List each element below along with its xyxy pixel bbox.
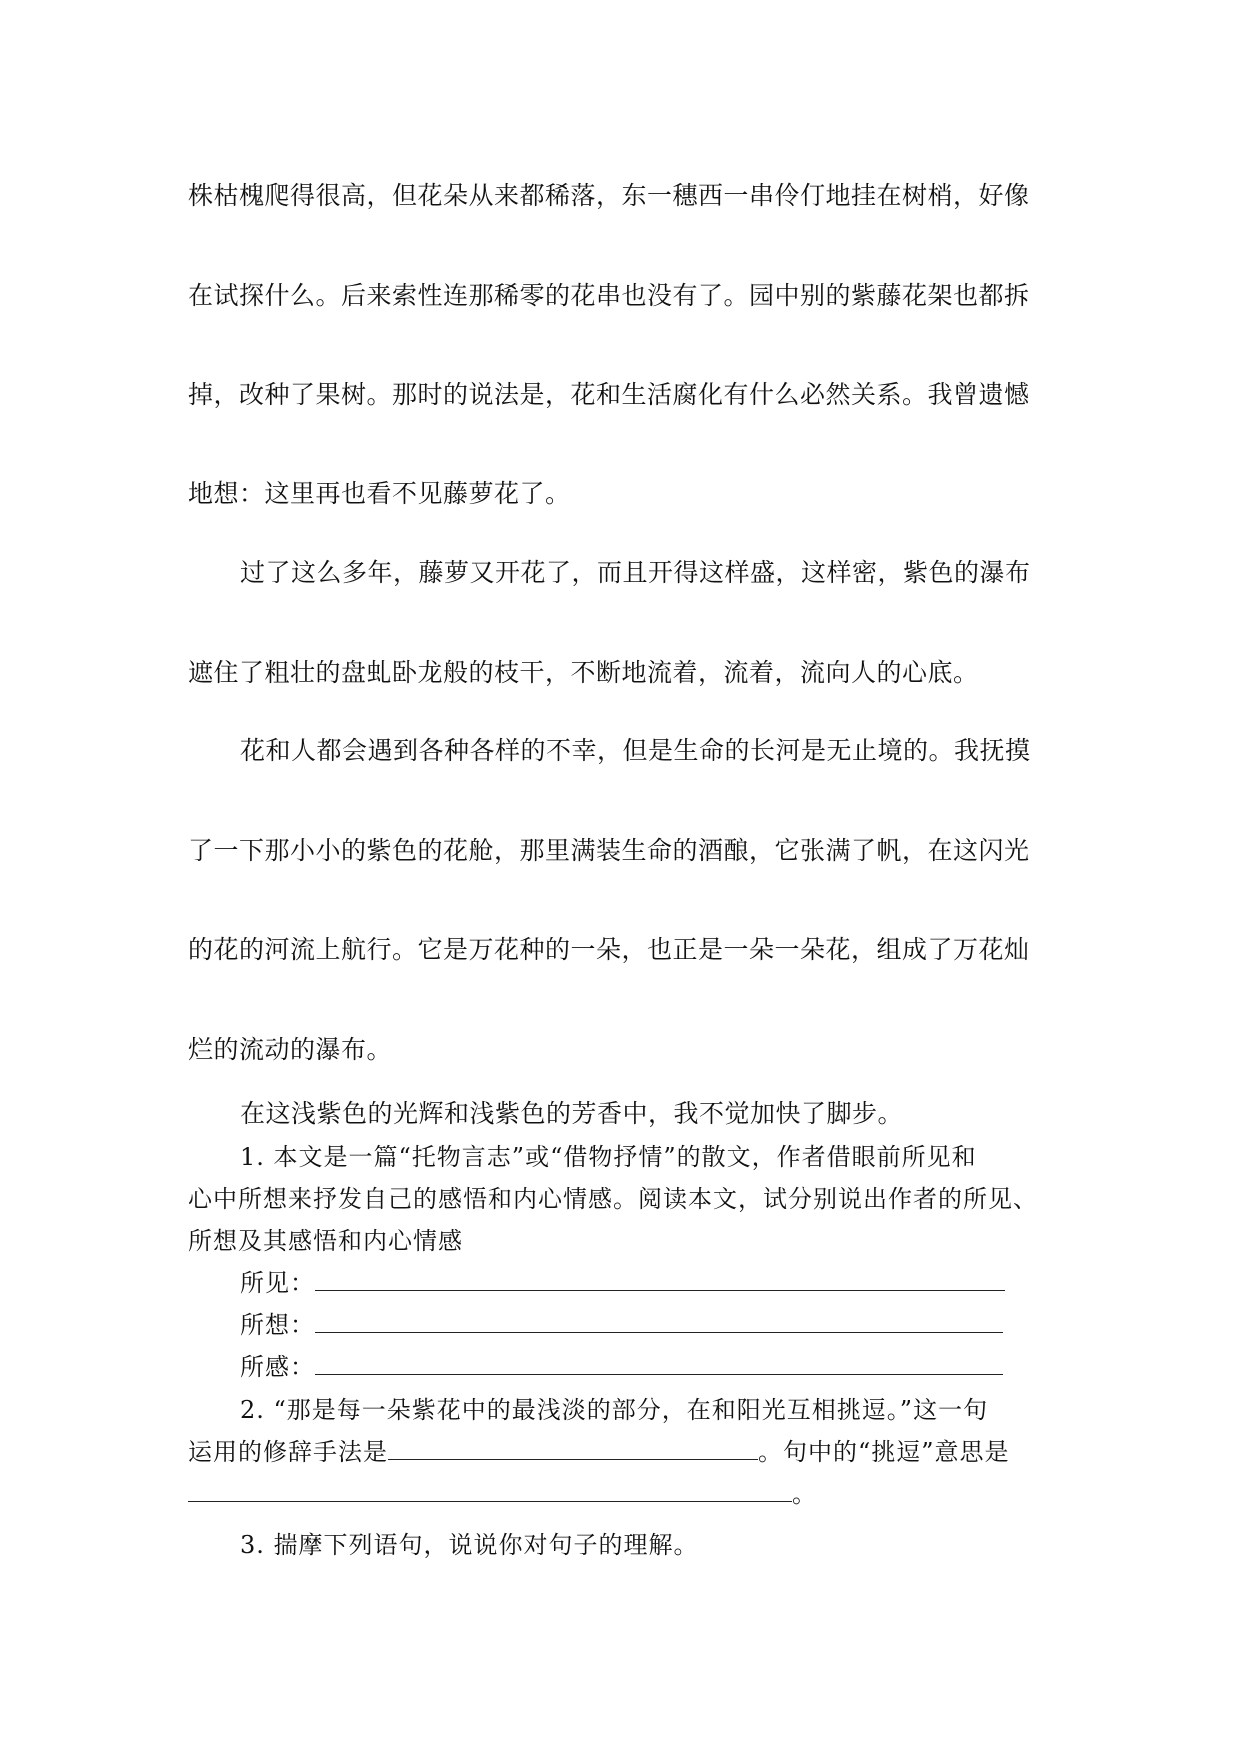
question-2-line	[188, 1435, 1058, 1469]
answer-row-seen	[240, 1266, 1110, 1300]
passage-line: 的花的河流上航行。它是万花种的一朵，也正是一朵一朵花，组成了万花灿	[188, 935, 1030, 964]
question-1-text: 心中所想来抒发自己的感悟和内心情感。阅读本文，试分别说出作者的所见、	[188, 1185, 1038, 1213]
passage-line: 株枯槐爬得很高，但花朵从来都稀落，东一穗西一串伶仃地挂在树梢，好像	[188, 181, 1030, 210]
passage-line: 地想：这里再也看不见藤萝花了。	[188, 479, 571, 508]
answer-row-thought	[240, 1308, 1110, 1342]
question-2-line	[188, 1477, 1058, 1511]
answer-label-thought: 所想：	[240, 1311, 315, 1339]
passage-line: 掉，改种了果树。那时的说法是，花和生活腐化有什么必然关系。我曾遗憾	[188, 380, 1030, 409]
question-2-text: 运用的修辞手法是	[188, 1438, 388, 1466]
passage-line: 过了这么多年，藤萝又开花了，而且开得这样盛，这样密，紫色的瀑布	[240, 558, 1031, 587]
passage-line: 花和人都会遇到各种各样的不幸，但是生命的长河是无止境的。我抚摸	[240, 736, 1031, 765]
answer-label-seen: 所见：	[240, 1269, 315, 1297]
question-1-text: 所想及其感悟和内心情感	[188, 1227, 463, 1255]
question-2-text: 。句中的“挑逗”意思是	[758, 1438, 1010, 1466]
passage-line: 遮住了粗壮的盘虬卧龙般的枝干，不断地流着，流着，流向人的心底。	[188, 658, 979, 687]
answer-blank-meaning[interactable]	[188, 1479, 792, 1502]
answer-blank-rhetoric[interactable]	[388, 1437, 758, 1460]
question-2-text: 。	[792, 1480, 817, 1508]
answer-blank-felt[interactable]	[315, 1352, 1003, 1375]
passage-line: 了一下那小小的紫色的花舱，那里满装生命的酒酿，它张满了帆，在这闪光	[188, 836, 1030, 865]
question-1-text: 1. 本文是一篇“托物言志”或“借物抒情”的散文，作者借眼前所见和	[240, 1143, 977, 1171]
answer-label-felt: 所感：	[240, 1353, 315, 1381]
answer-blank-seen[interactable]	[315, 1268, 1005, 1291]
answer-blank-thought[interactable]	[315, 1310, 1003, 1333]
question-3-text: 3. 揣摩下列语句，说说你对句子的理解。	[240, 1531, 699, 1559]
passage-line: 烂的流动的瀑布。	[188, 1035, 393, 1064]
passage-line: 在这浅紫色的光辉和浅紫色的芳香中，我不觉加快了脚步。	[240, 1099, 904, 1128]
question-2-text: 2. “那是每一朵紫花中的最浅淡的部分，在和阳光互相挑逗。”这一句	[240, 1396, 989, 1424]
answer-row-felt	[240, 1350, 1110, 1384]
passage-line: 在试探什么。后来索性连那稀零的花串也没有了。园中别的紫藤花架也都拆	[188, 281, 1030, 310]
